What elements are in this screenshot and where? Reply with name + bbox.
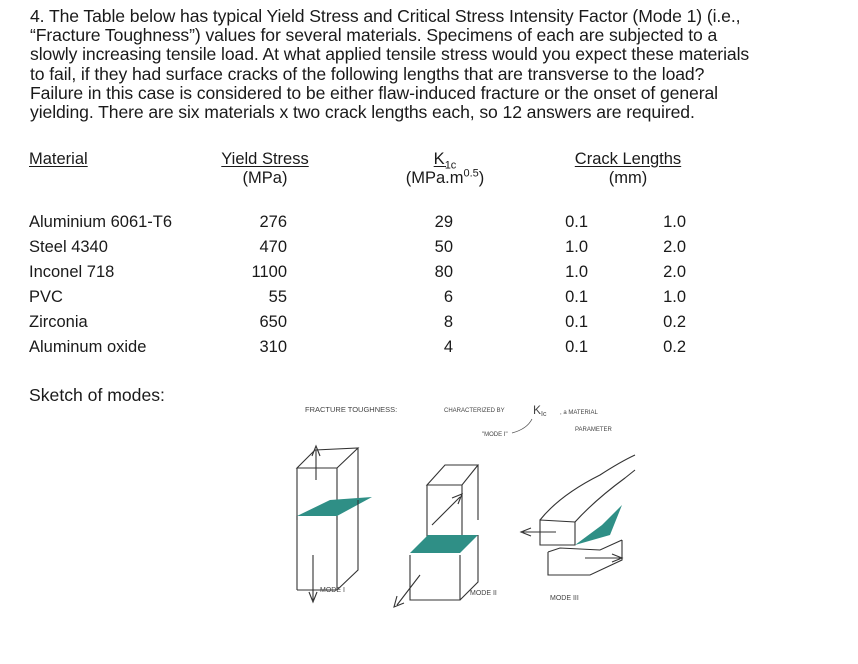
header-k1c-unit: $(MPa.m^{0.5})$ [405,167,485,187]
mode-2-sketch [394,465,497,607]
header-k1c: $K_{1c}$ $(MPa.m^{0.5})$ [385,150,505,188]
sketch-caption: , a MATERIAL [560,410,598,416]
mode-3-sketch [521,455,635,602]
question-line: “Fracture Toughness”) values for several materials. Specimens of each are subjected to a [30,25,718,46]
cell-crack-1: 0.1 [565,288,588,306]
cell-yield: 650 [259,313,287,331]
cell-yield: 1100 [251,263,287,281]
cell-yield: 310 [259,338,287,356]
cell-crack-2: 2.0 [663,238,686,256]
cell-crack-1: 0.1 [565,313,588,331]
question-line: Failure in this case is considered to be either flaw-induced fracture or the onset of general [30,82,718,103]
header-crack-lengths: Crack Lengths (mm) [548,150,708,188]
cell-k1c: 80 [434,263,453,281]
crack-face-mode-1 [297,497,372,516]
cell-crack-2: 1.0 [663,213,686,231]
cell-k1c: 6 [443,288,453,306]
cell-crack-1: 0.1 [565,338,588,356]
cell-crack-1: 1.0 [565,263,588,281]
mode-3-label: MODE III [550,595,579,602]
mode-1-label: MODE I [320,587,345,594]
cell-crack-1: 0.1 [565,213,588,231]
question-text [30,7,845,122]
cell-crack-2: 0.2 [663,338,686,356]
cell-k1c: 4 [443,338,453,356]
crack-face-mode-3 [575,505,622,545]
sketch-caption: FRACTURE TOUGHNESS: [305,405,398,414]
cell-crack-2: 1.0 [663,288,686,306]
header-material: Material [29,150,88,168]
cell-crack-1: 1.0 [565,238,588,256]
cell-crack-2: 0.2 [663,313,686,331]
sketch-caption: CHARACTERIZED BY [444,408,505,414]
cell-material: PVC [29,288,63,306]
cell-k1c: 8 [443,313,453,331]
cell-material: Aluminium 6061-T6 [29,213,173,231]
sketch-caption: "MODE I" [482,432,508,438]
crack-face-mode-2 [410,535,478,553]
sketch-caption: PARAMETER [575,427,612,433]
mode-1-sketch [297,446,372,602]
sketch-caption: KIc [533,403,547,418]
sketch-label: Sketch of modes: [29,385,165,405]
cell-material: Steel 4340 [29,238,108,256]
question-line: yielding. There are six materials x two crack lengths each, so 12 answers are required. [30,102,695,123]
cell-yield: 55 [268,288,287,306]
cell-k1c: 50 [434,238,453,256]
cell-material: Zirconia [29,313,88,331]
question-line: 4. The Table below has typical Yield Stress and Critical Stress Intensity Factor (Mode 1) (i.e., [30,6,741,26]
mode-2-label: MODE II [470,590,497,597]
header-crack-unit: (mm) [608,169,648,187]
header-yield-unit: (MPa) [242,169,288,187]
cell-material: Inconel 718 [29,263,115,281]
cell-material: Aluminum oxide [29,338,147,356]
question-line: slowly increasing tensile load. At what applied tensile stress would you expect these materials [30,44,750,65]
cell-k1c: 29 [434,213,453,231]
header-yield: Yield Stress (MPa) [200,150,330,188]
question-line: to fail, if they had surface cracks of the following lengths that are transverse to the load? [30,63,705,84]
cell-yield: 470 [259,238,287,256]
cell-crack-2: 2.0 [663,263,686,281]
cell-yield: 276 [259,213,287,231]
